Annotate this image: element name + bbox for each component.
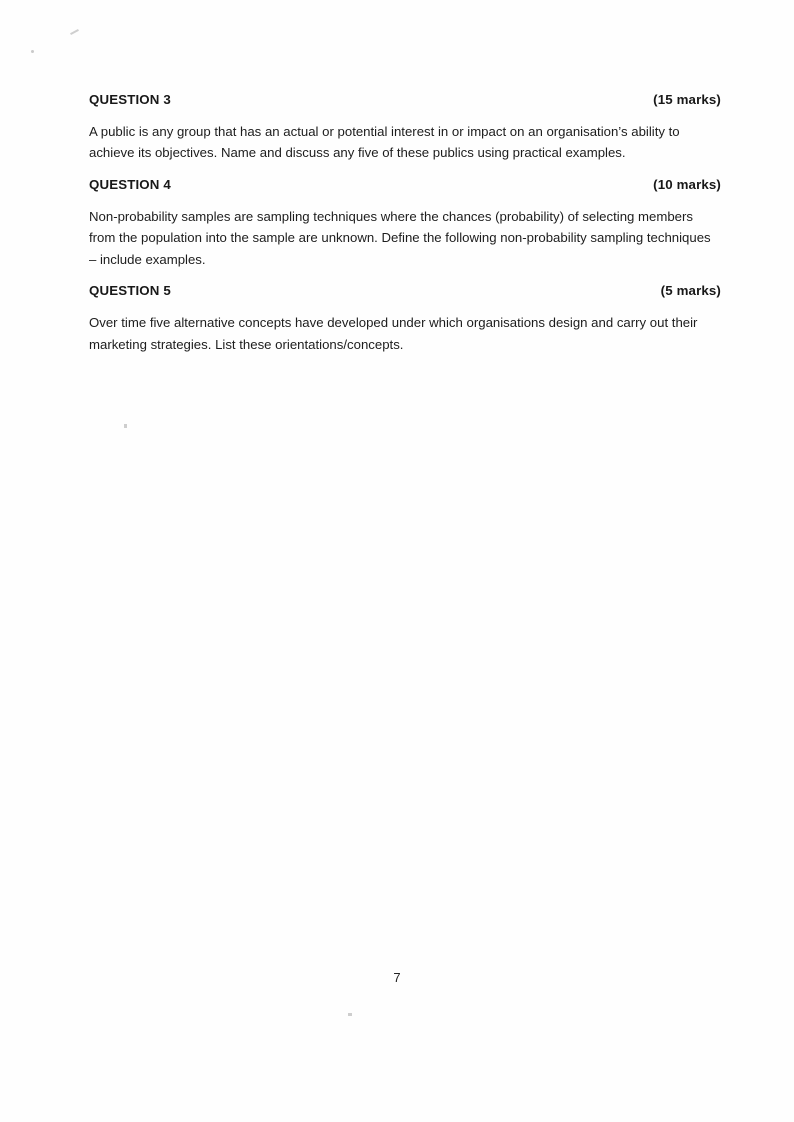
question-title: QUESTION 5 bbox=[89, 283, 171, 299]
scan-artifact-speck bbox=[31, 50, 34, 53]
question-marks: (15 marks) bbox=[653, 92, 721, 107]
question-header bbox=[89, 283, 721, 298]
question-block-5 bbox=[89, 283, 721, 355]
question-marks: (5 marks) bbox=[660, 283, 721, 299]
scan-artifact-speck bbox=[70, 29, 79, 35]
scan-artifact-speck bbox=[124, 424, 127, 428]
scan-artifact-speck bbox=[348, 1013, 352, 1016]
question-block-3 bbox=[89, 92, 721, 164]
question-text: Non-probability samples are sampling techniques where the chances (probability) of selecting members from the population into the sample are unknown. Define the following non-probability sampling techniques – include examples. bbox=[89, 208, 711, 267]
question-title: QUESTION 4 bbox=[89, 176, 171, 192]
document-body bbox=[89, 92, 721, 368]
question-text: Over time five alternative concepts have developed under which organisations design and carry out their marketing strategies. List these orientations/concepts. bbox=[89, 315, 698, 352]
question-header bbox=[89, 177, 721, 192]
question-title: QUESTION 3 bbox=[89, 92, 171, 107]
question-header bbox=[89, 92, 721, 107]
page-number: 7 bbox=[393, 970, 401, 985]
question-block-4 bbox=[89, 177, 721, 270]
question-marks: (10 marks) bbox=[653, 176, 721, 192]
question-text: A public is any group that has an actual or potential interest in or impact on an organisation’s ability to achieve its objectives. Name and discuss any five of these publics using practical examples. bbox=[89, 124, 680, 161]
